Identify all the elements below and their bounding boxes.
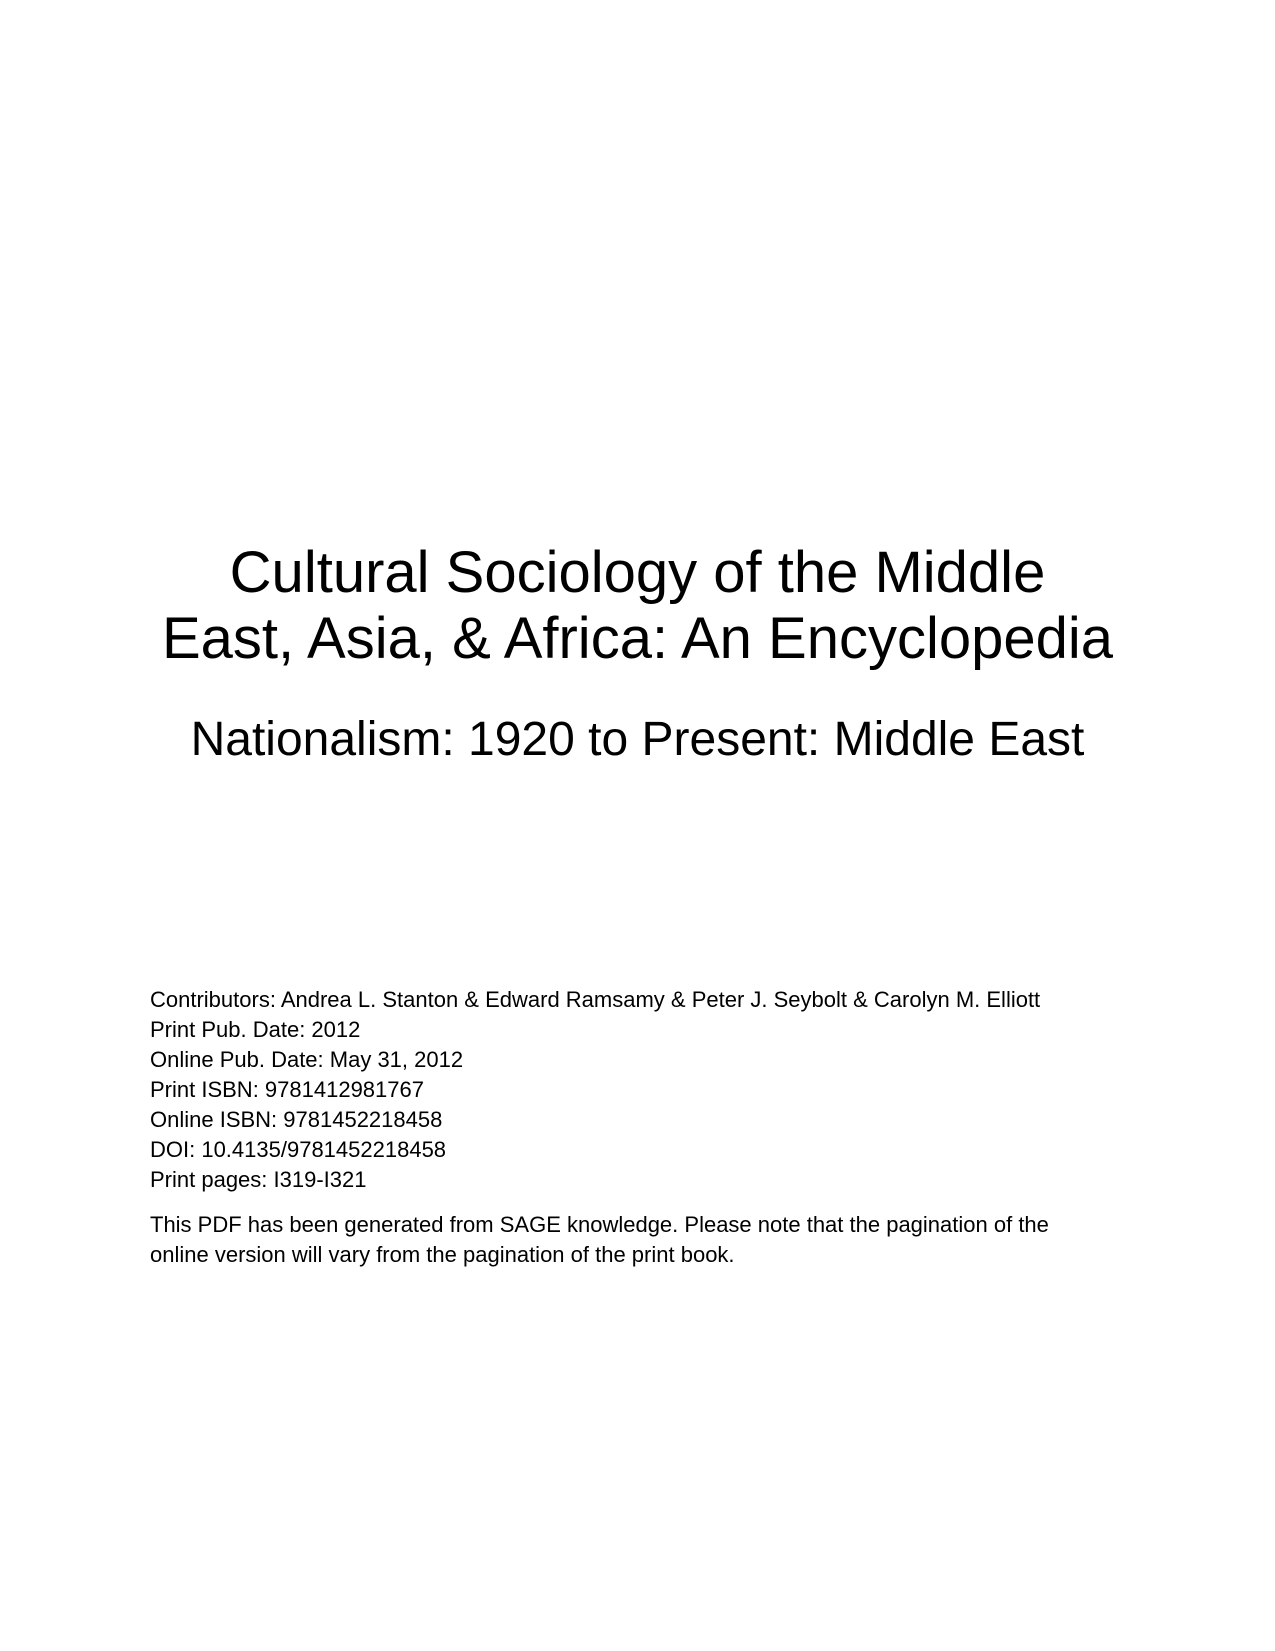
book-title — [0, 540, 1275, 672]
online-pub-date: Online Pub. Date: May 31, 2012 — [150, 1047, 464, 1072]
publication-metadata — [150, 985, 1110, 1270]
online-isbn: Online ISBN: 9781452218458 — [150, 1107, 443, 1132]
pagination-notice: This PDF has been generated from SAGE knowledge. Please note that the pagination of the online version will vary from the pagination of the print book. — [150, 1212, 1049, 1267]
print-isbn: Print ISBN: 9781412981767 — [150, 1077, 424, 1102]
contributors: Contributors: Andrea L. Stanton & Edward Ramsamy & Peter J. Seybolt & Carolyn M. Elliott — [150, 987, 1041, 1012]
print-pub-date: Print Pub. Date: 2012 — [150, 1017, 361, 1042]
print-pages: Print pages: I319-I321 — [150, 1167, 367, 1192]
entry-title: Nationalism: 1920 to Present: Middle East — [190, 713, 1085, 766]
book-title-line-1: Cultural Sociology of the Middle — [229, 540, 1046, 605]
book-title-line-2: East, Asia, & Africa: An Encyclopedia — [161, 606, 1114, 671]
doi: DOI: 10.4135/9781452218458 — [150, 1137, 447, 1162]
title-block — [0, 540, 1275, 768]
